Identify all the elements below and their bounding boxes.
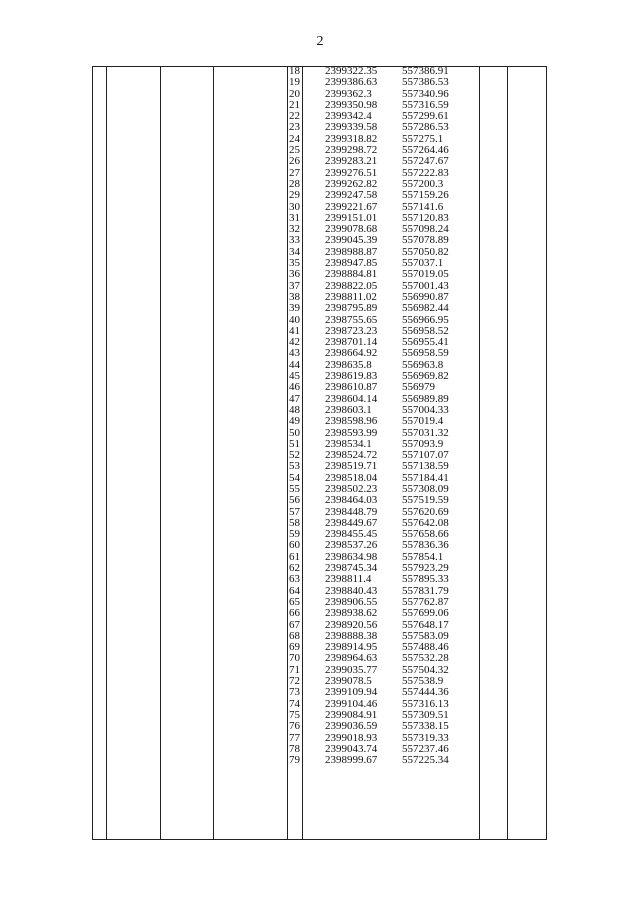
coordinate-y: 557037.1 xyxy=(402,257,444,270)
table-row xyxy=(287,439,482,450)
coordinate-x: 2398619.83 xyxy=(325,370,378,383)
coordinate-x: 2399322.35 xyxy=(325,65,378,77)
column-divider xyxy=(92,66,93,840)
point-number: 38 xyxy=(289,290,300,303)
coordinate-y: 557299.61 xyxy=(402,110,449,123)
coordinate-x: 2398888.38 xyxy=(325,629,378,642)
table-row xyxy=(287,676,482,687)
coordinate-x: 2398455.45 xyxy=(325,528,378,541)
table-row xyxy=(287,631,482,642)
table-row xyxy=(287,77,482,88)
table-row xyxy=(287,66,482,77)
coordinate-y: 557264.46 xyxy=(402,144,449,157)
coordinate-y: 557098.24 xyxy=(402,223,449,236)
coordinate-y: 557831.79 xyxy=(402,584,449,597)
table-row xyxy=(287,371,482,382)
coordinate-y: 557620.69 xyxy=(402,505,449,518)
point-number: 56 xyxy=(289,494,300,507)
coordinate-y: 557504.32 xyxy=(402,663,449,676)
coordinate-y: 557004.33 xyxy=(402,403,449,416)
coordinate-y: 557141.6 xyxy=(402,200,444,213)
table-body xyxy=(287,66,482,766)
coordinate-x: 2399318.82 xyxy=(325,132,378,145)
point-number: 25 xyxy=(289,144,300,157)
coordinate-x: 2399342.4 xyxy=(325,110,372,123)
coordinate-y: 556989.89 xyxy=(402,392,449,405)
coordinate-x: 2398519.71 xyxy=(325,460,378,473)
coordinate-x: 2399045.39 xyxy=(325,234,378,247)
point-number: 34 xyxy=(289,245,300,258)
coordinate-y: 557019.4 xyxy=(402,415,444,428)
coordinate-x: 2399104.46 xyxy=(325,697,378,710)
point-number: 53 xyxy=(289,460,300,473)
coordinate-x: 2399035.77 xyxy=(325,663,378,676)
table-row xyxy=(287,665,482,676)
point-number: 77 xyxy=(289,731,300,744)
coordinate-x: 2398999.67 xyxy=(325,754,378,767)
coordinate-x: 2398635.8 xyxy=(325,358,372,371)
point-number: 60 xyxy=(289,539,300,552)
coordinate-y: 557222.83 xyxy=(402,166,449,179)
table-row xyxy=(287,360,482,371)
point-number: 52 xyxy=(289,449,300,462)
coordinate-y: 556979 xyxy=(402,381,435,394)
table-row xyxy=(287,394,482,405)
coordinate-x: 2398534.1 xyxy=(325,437,372,450)
point-number: 69 xyxy=(289,641,300,654)
table-row xyxy=(287,540,482,551)
point-number: 66 xyxy=(289,607,300,620)
point-number: 37 xyxy=(289,279,300,292)
coordinate-y: 556955.41 xyxy=(402,336,449,349)
coordinate-x: 2398947.85 xyxy=(325,257,378,270)
column-divider xyxy=(507,66,508,840)
coordinate-x: 2398914.95 xyxy=(325,641,378,654)
coordinate-y: 557225.34 xyxy=(402,754,449,767)
table-row xyxy=(287,642,482,653)
table-row xyxy=(287,348,482,359)
table-row xyxy=(287,156,482,167)
coordinate-y: 557658.66 xyxy=(402,528,449,541)
table-row xyxy=(287,563,482,574)
table-row xyxy=(287,269,482,280)
point-number: 32 xyxy=(289,223,300,236)
table-row xyxy=(287,326,482,337)
table-row xyxy=(287,710,482,721)
coordinate-y: 556969.82 xyxy=(402,370,449,383)
coordinate-y: 557286.53 xyxy=(402,121,449,134)
table-row xyxy=(287,292,482,303)
point-number: 79 xyxy=(289,754,300,767)
coordinate-x: 2398634.98 xyxy=(325,550,378,563)
point-number: 36 xyxy=(289,268,300,281)
coordinate-x: 2398964.63 xyxy=(325,652,378,665)
coordinate-y: 557093.9 xyxy=(402,437,444,450)
coordinate-x: 2398920.56 xyxy=(325,618,378,631)
point-number: 62 xyxy=(289,562,300,575)
table-row xyxy=(287,122,482,133)
table-row xyxy=(287,461,482,472)
coordinate-y: 557247.67 xyxy=(402,155,449,168)
coordinate-x: 2398938.62 xyxy=(325,607,378,620)
point-number: 39 xyxy=(289,302,300,315)
table-row xyxy=(287,507,482,518)
point-number: 22 xyxy=(289,110,300,123)
coordinate-y: 556966.95 xyxy=(402,313,449,326)
coordinate-x: 2398755.65 xyxy=(325,313,378,326)
table-row xyxy=(287,473,482,484)
coordinate-x: 2398811.4 xyxy=(325,573,372,586)
table-row xyxy=(287,574,482,585)
column-divider xyxy=(213,66,214,840)
coordinate-y: 557120.83 xyxy=(402,211,449,224)
coordinate-x: 2399276.51 xyxy=(325,166,378,179)
coordinate-x: 2398906.55 xyxy=(325,595,378,608)
table-row xyxy=(287,495,482,506)
table-row xyxy=(287,168,482,179)
coordinate-y: 557923.29 xyxy=(402,562,449,575)
coordinate-y: 557538.9 xyxy=(402,675,444,688)
coordinate-y: 557699.06 xyxy=(402,607,449,620)
coordinate-y: 557316.59 xyxy=(402,98,449,111)
coordinate-y: 557184.41 xyxy=(402,471,449,484)
table-row xyxy=(287,586,482,597)
point-number: 47 xyxy=(289,392,300,405)
coordinate-y: 556963.8 xyxy=(402,358,444,371)
table-row xyxy=(287,721,482,732)
point-number: 41 xyxy=(289,324,300,337)
point-number: 42 xyxy=(289,336,300,349)
table-row xyxy=(287,405,482,416)
point-number: 67 xyxy=(289,618,300,631)
coordinate-x: 2399018.93 xyxy=(325,731,378,744)
point-number: 30 xyxy=(289,200,300,213)
point-number: 21 xyxy=(289,98,300,111)
coordinate-y: 557836.36 xyxy=(402,539,449,552)
coordinate-y: 557001.43 xyxy=(402,279,449,292)
point-number: 43 xyxy=(289,347,300,360)
table-row xyxy=(287,89,482,100)
table-row xyxy=(287,597,482,608)
table-row xyxy=(287,134,482,145)
coordinate-x: 2398598.96 xyxy=(325,415,378,428)
table-row xyxy=(287,428,482,439)
coordinate-x: 2399151.01 xyxy=(325,211,378,224)
point-number: 29 xyxy=(289,189,300,202)
coordinate-x: 2398518.04 xyxy=(325,471,378,484)
coordinate-x: 2398537.26 xyxy=(325,539,378,552)
coordinate-y: 557854.1 xyxy=(402,550,444,563)
coordinate-x: 2398795.89 xyxy=(325,302,378,315)
coordinate-y: 557309.51 xyxy=(402,708,449,721)
point-number: 26 xyxy=(289,155,300,168)
point-number: 33 xyxy=(289,234,300,247)
coordinate-y: 557444.36 xyxy=(402,686,449,699)
table-row xyxy=(287,224,482,235)
point-number: 50 xyxy=(289,426,300,439)
point-number: 49 xyxy=(289,415,300,428)
table-row xyxy=(287,145,482,156)
coordinate-y: 557107.07 xyxy=(402,449,449,462)
point-number: 55 xyxy=(289,482,300,495)
table-row xyxy=(287,755,482,766)
table-row xyxy=(287,416,482,427)
point-number: 23 xyxy=(289,121,300,134)
point-number: 65 xyxy=(289,595,300,608)
coordinate-x: 2398811.02 xyxy=(325,290,377,303)
coordinate-x: 2399362.3 xyxy=(325,87,372,100)
table-row xyxy=(287,552,482,563)
table-row xyxy=(287,733,482,744)
coordinate-y: 557532.28 xyxy=(402,652,449,665)
point-number: 44 xyxy=(289,358,300,371)
coordinate-y: 557019.05 xyxy=(402,268,449,281)
table-row xyxy=(287,382,482,393)
table-row xyxy=(287,213,482,224)
coordinate-y: 557895.33 xyxy=(402,573,449,586)
point-number: 46 xyxy=(289,381,300,394)
point-number: 24 xyxy=(289,132,300,145)
coordinate-y: 557648.17 xyxy=(402,618,449,631)
coordinate-y: 557583.09 xyxy=(402,629,449,642)
coordinate-x: 2399298.72 xyxy=(325,144,378,157)
coordinates-table xyxy=(92,66,547,840)
table-row xyxy=(287,179,482,190)
table-row xyxy=(287,620,482,631)
column-divider xyxy=(160,66,161,840)
coordinate-y: 557316.13 xyxy=(402,697,449,710)
coordinate-x: 2398448.79 xyxy=(325,505,378,518)
coordinate-x: 2398502.23 xyxy=(325,482,378,495)
coordinate-y: 557050.82 xyxy=(402,245,449,258)
table-row xyxy=(287,518,482,529)
coordinate-x: 2398524.72 xyxy=(325,449,378,462)
coordinate-x: 2398988.87 xyxy=(325,245,378,258)
point-number: 57 xyxy=(289,505,300,518)
coordinate-x: 2398745.34 xyxy=(325,562,378,575)
coordinate-x: 2399043.74 xyxy=(325,742,378,755)
page-number: 2 xyxy=(316,34,324,49)
point-number: 68 xyxy=(289,629,300,642)
point-number: 64 xyxy=(289,584,300,597)
coordinate-y: 557340.96 xyxy=(402,87,449,100)
coordinate-x: 2399036.59 xyxy=(325,720,378,733)
point-number: 18 xyxy=(289,65,300,77)
coordinate-x: 2398464.03 xyxy=(325,494,378,507)
point-number: 76 xyxy=(289,720,300,733)
coordinate-x: 2398664.92 xyxy=(325,347,378,360)
coordinate-y: 557386.53 xyxy=(402,76,449,89)
coordinate-x: 2398593.99 xyxy=(325,426,378,439)
coordinate-y: 557338.15 xyxy=(402,720,449,733)
coordinate-y: 557762.87 xyxy=(402,595,449,608)
coordinate-y: 557386.91 xyxy=(402,65,449,77)
coordinate-y: 557519.59 xyxy=(402,494,449,507)
coordinate-y: 557031.32 xyxy=(402,426,449,439)
table-row xyxy=(287,303,482,314)
coordinate-y: 557488.46 xyxy=(402,641,449,654)
coordinate-x: 2399221.67 xyxy=(325,200,378,213)
point-number: 27 xyxy=(289,166,300,179)
coordinate-x: 2398840.43 xyxy=(325,584,378,597)
point-number: 35 xyxy=(289,257,300,270)
table-row xyxy=(287,315,482,326)
coordinate-x: 2399339.58 xyxy=(325,121,378,134)
point-number: 59 xyxy=(289,528,300,541)
table-row xyxy=(287,100,482,111)
coordinate-x: 2398603.1 xyxy=(325,403,372,416)
point-number: 51 xyxy=(289,437,300,450)
coordinate-y: 557078.89 xyxy=(402,234,449,247)
table-row xyxy=(287,258,482,269)
coordinate-y: 557159.26 xyxy=(402,189,449,202)
coordinate-x: 2398449.67 xyxy=(325,516,378,529)
coordinate-x: 2398604.14 xyxy=(325,392,378,405)
point-number: 71 xyxy=(289,663,300,676)
coordinate-y: 556990.87 xyxy=(402,290,449,303)
point-number: 61 xyxy=(289,550,300,563)
coordinate-x: 2399247.58 xyxy=(325,189,378,202)
table-row xyxy=(287,608,482,619)
column-divider xyxy=(546,66,547,840)
point-number: 75 xyxy=(289,708,300,721)
coordinate-x: 2398723.23 xyxy=(325,324,378,337)
coordinate-x: 2399386.63 xyxy=(325,76,378,89)
point-number: 48 xyxy=(289,403,300,416)
coordinate-y: 557642.08 xyxy=(402,516,449,529)
table-row xyxy=(287,529,482,540)
table-row xyxy=(287,699,482,710)
coordinate-x: 2399283.21 xyxy=(325,155,378,168)
coordinate-y: 557237.46 xyxy=(402,742,449,755)
table-row xyxy=(287,247,482,258)
point-number: 78 xyxy=(289,742,300,755)
point-number: 63 xyxy=(289,573,300,586)
coordinate-x: 2398701.14 xyxy=(325,336,378,349)
point-number: 31 xyxy=(289,211,300,224)
point-number: 19 xyxy=(289,76,300,89)
coordinate-y: 557138.59 xyxy=(402,460,449,473)
point-number: 54 xyxy=(289,471,300,484)
coordinate-x: 2399262.82 xyxy=(325,177,378,190)
coordinate-x: 2398884.81 xyxy=(325,268,378,281)
table-row xyxy=(287,687,482,698)
coordinate-y: 557319.33 xyxy=(402,731,449,744)
point-number: 40 xyxy=(289,313,300,326)
table-row xyxy=(287,653,482,664)
coordinate-y: 557200.3 xyxy=(402,177,444,190)
coordinate-y: 557275.1 xyxy=(402,132,444,145)
table-row xyxy=(287,484,482,495)
coordinate-x: 2399109.94 xyxy=(325,686,378,699)
coordinate-x: 2399350.98 xyxy=(325,98,378,111)
point-number: 28 xyxy=(289,177,300,190)
coordinate-x: 2398822.05 xyxy=(325,279,378,292)
table-row xyxy=(287,744,482,755)
table-row xyxy=(287,190,482,201)
coordinate-x: 2399078.5 xyxy=(325,675,372,688)
coordinate-y: 556958.52 xyxy=(402,324,449,337)
table-row xyxy=(287,450,482,461)
point-number: 58 xyxy=(289,516,300,529)
point-number: 72 xyxy=(289,675,300,688)
coordinate-x: 2399078.68 xyxy=(325,223,378,236)
table-row xyxy=(287,202,482,213)
point-number: 74 xyxy=(289,697,300,710)
coordinate-y: 556982.44 xyxy=(402,302,449,315)
table-row xyxy=(287,337,482,348)
column-divider xyxy=(106,66,107,840)
table-row xyxy=(287,281,482,292)
point-number: 45 xyxy=(289,370,300,383)
coordinate-y: 556958.59 xyxy=(402,347,449,360)
table-row xyxy=(287,235,482,246)
point-number: 20 xyxy=(289,87,300,100)
table-row xyxy=(287,111,482,122)
coordinate-x: 2399084.91 xyxy=(325,708,378,721)
point-number: 73 xyxy=(289,686,300,699)
coordinate-y: 557308.09 xyxy=(402,482,449,495)
point-number: 70 xyxy=(289,652,300,665)
coordinate-x: 2398610.87 xyxy=(325,381,378,394)
